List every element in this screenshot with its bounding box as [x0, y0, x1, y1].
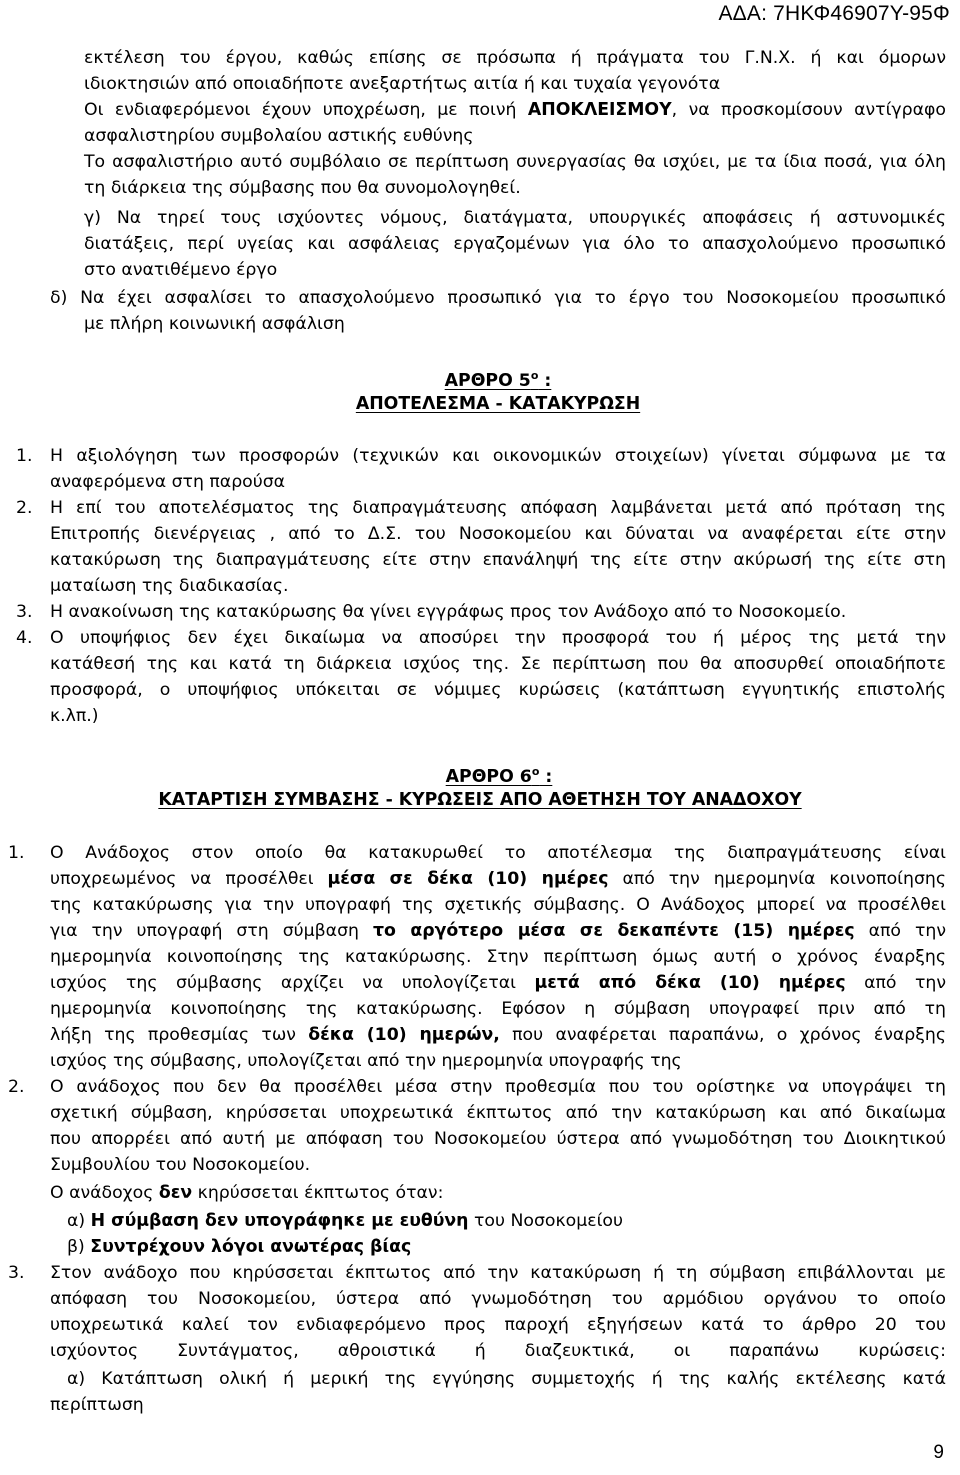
article-6-item-line: υποχρεωτικά καλεί τον ενδιαφερόμενο προς παροχή εξηγήσεων κατά το άρθρο 20 του: [50, 1315, 946, 1335]
article-5-item-line: ματαίωση της διαδικασίας.: [50, 576, 289, 596]
article-6-item-line: που απορρέει από αυτή με απόφαση του Νοσοκομείου ύστερα από γνωμοδότηση του Διοικητικού: [50, 1129, 946, 1149]
article-6-item-line: περίπτωση: [50, 1395, 144, 1415]
article-6-item-line: ισχύος της σύμβασης αρχίζει να υπολογίζεται μετά από δέκα (10) ημέρες από την: [50, 973, 947, 993]
intro-line: ιδιοκτησιών από οποιαδήποτε ανεξαρτήτως αιτία ή και τυχαία γεγονότα: [84, 74, 721, 94]
article-6-item-line: σχετική σύμβαση, κηρύσσεται υποχρεωτικά έκπτωτος από την κατακύρωση και από δικαίωμα: [50, 1103, 946, 1123]
article-6-item-line: Συμβουλίου του Νοσοκομείου.: [50, 1155, 311, 1175]
article-6-item-line: για την υπογραφή στη σύμβαση το αργότερο μέσα σε δεκαπέντε (15) ημέρες από την: [50, 921, 946, 941]
article-5-item-line: αναφερόμενα στη παρούσα: [50, 472, 286, 492]
intro-line: εκτέλεση του έργου, καθώς επίσης σε πρόσωπα ή πράγματα του Γ.Ν.Χ. ή και όμορων: [84, 48, 946, 68]
article-6-item-line: απόφαση του Νοσοκομείου, ύστερα από γνωμοδότηση του αρμόδιου οργάνου το οποίο: [50, 1289, 946, 1309]
article-6-subitem: α) Η σύμβαση δεν υπογράφηκε με ευθύνη του Νοσοκομείου: [67, 1211, 623, 1231]
article-6-item-line: Ο ανάδοχος δεν κηρύσσεται έκπτωτος όταν:: [50, 1183, 444, 1203]
article-6-item-line: υποχρεωμένος να προσέλθει μέσα σε δέκα (10) ημέρες από την ημερομηνία κοινοποίησης: [50, 869, 946, 889]
article-6-item-line: λήξη της προθεσμίας των δέκα (10) ημερών, που αναφέρεται παραπάνω, ο χρόνος έναρξης: [50, 1025, 946, 1045]
obligation-d-line: δ) Να έχει ασφαλίσει το απασχολούμενο προσωπικό για το έργο του Νοσοκομείου προσωπικό: [50, 288, 946, 308]
list-number: 1.: [16, 446, 33, 466]
intro-line: τη διάρκεια της σύμβασης που θα συνομολογηθεί.: [84, 178, 521, 198]
article-6-subitem: β) Συντρέχουν λόγοι ανωτέρας βίας: [67, 1237, 412, 1257]
article-5-item-line: Η επί του αποτελέσματος της διαπραγμάτευσης απόφαση λαμβάνεται μετά από πρόταση της: [50, 498, 946, 518]
article-5-item-line: κατάθεσή της και κατά τη διάρκεια ισχύος της. Σε περίπτωση που θα αποσυρθεί οποιαδήποτε: [50, 654, 946, 674]
obligation-g-line: διατάξεις, περί υγείας και ασφάλειας εργαζομένων για όλο το απασχολούμενο προσωπικό: [84, 234, 946, 254]
article-6-item-line: της κατακύρωσης για την υπογραφή της σχετικής σύμβασης. Ο Ανάδοχος μπορεί να προσέλθει: [50, 895, 946, 915]
list-number: 2.: [16, 498, 33, 518]
ada-code: ΑΔΑ: 7ΗΚΦ46907Υ-95Φ: [718, 2, 950, 25]
list-number: 3.: [8, 1263, 25, 1283]
article-6-item-line: Ο Ανάδοχος στον οποίο θα κατακυρωθεί το αποτέλεσμα της διαπραγμάτευσης είναι: [50, 843, 946, 863]
article-6-item-line: ημερομηνία κοινοποίησης της κατακύρωσης. Στην περίπτωση όμως αυτή ο χρόνος έναρξης: [50, 947, 946, 967]
article-5-item-line: Η ανακοίνωση της κατακύρωσης θα γίνει εγγράφως προς τον Ανάδοχο από το Νοσοκομείο.: [50, 602, 847, 622]
obligation-g-line: στο ανατιθέμενο έργο: [84, 260, 278, 280]
obligation-g-line: γ) Να τηρεί τους ισχύοντες νόμους, διατάγματα, υπουργικές αποφάσεις ή αστυνομικές: [84, 208, 946, 228]
page-number: 9: [933, 1442, 944, 1463]
article-5-subtitle: ΑΠΟΤΕΛΕΣΜΑ - ΚΑΤΑΚΥΡΩΣΗ: [355, 394, 641, 414]
article-5-item-line: κατακύρωση της διαπραγμάτευσης είτε στην επανάληψή της είτε στην ακύρωσή της είτε στη: [50, 550, 946, 570]
article-6-item-line: Ο ανάδοχος που δεν θα προσέλθει μέσα στην προθεσμία που του ορίστηκε να υπογράψει τη: [50, 1077, 946, 1097]
article-6-item-line: Στον ανάδοχο που κηρύσσεται έκπτωτος από την κατακύρωση ή τη σύμβαση επιβάλλονται με: [50, 1263, 946, 1283]
article-6-subtitle: ΚΑΤΑΡΤΙΣΗ ΣΥΜΒΑΣΗΣ - ΚΥΡΩΣΕΙΣ ΑΠΟ ΑΘΕΤΗΣΗ ΤΟΥ ΑΝΑΔΟΧΟΥ: [158, 790, 802, 810]
article-6-item-line: ισχύος της σύμβασης, υπολογίζεται από την ημερομηνία υπογραφής της: [50, 1051, 682, 1071]
article-5-heading: ΑΡΘΡΟ $5^o$ :: [444, 369, 552, 391]
list-number: 2.: [8, 1077, 25, 1097]
list-number: 4.: [16, 628, 33, 648]
article-6-heading: ΑΡΘΡΟ $6^o$ :: [445, 765, 553, 787]
article-5-item-line: προσφορά, ο υποψήφιος υπόκειται σε νόμιμες κυρώσεις (κατάπτωση εγγυητικής επιστολής: [50, 680, 946, 700]
article-5-item-line: Η αξιολόγηση των προσφορών (τεχνικών και οικονομικών στοιχείων) γίνεται σύμφωνα με τα: [50, 446, 946, 466]
list-number: 3.: [16, 602, 33, 622]
obligation-d-line: με πλήρη κοινωνική ασφάλιση: [84, 314, 345, 334]
list-number: 1.: [8, 843, 25, 863]
intro-line: ασφαλιστηρίου συμβολαίου αστικής ευθύνης: [84, 126, 474, 146]
exclusion-emphasis: ΑΠΟΚΛΕΙΣΜΟΥ: [527, 100, 672, 120]
article-6-item-line: ημερομηνία κοινοποίησης της κατακύρωσης. Εφόσον η σύμβαση υπογραφεί πριν από τη: [50, 999, 946, 1019]
article-6-item-line: ισχύοντος Συντάγματος, αθροιστικά ή διαζευκτικά, οι παραπάνω κυρώσεις:: [50, 1341, 946, 1361]
article-5-item-line: Ο υποψήφιος δεν έχει δικαίωμα να αποσύρει την προσφορά του ή μέρος της μετά την: [50, 628, 946, 648]
intro-line: Το ασφαλιστήριο αυτό συμβόλαιο σε περίπτωση συνεργασίας θα ισχύει, με τα ίδια ποσά, για όλη: [84, 152, 946, 172]
article-5-item-line: Επιτροπής διενέργειας , από το Δ.Σ. του Νοσοκομείου και δύναται να αναφέρεται είτε στην: [50, 524, 946, 544]
article-5-item-line: κ.λπ.): [50, 706, 99, 726]
intro-line: Οι ενδιαφερόμενοι έχουν υποχρέωση, με ποινή ΑΠΟΚΛΕΙΣΜΟΥ, να προσκομίσουν αντίγραφο: [84, 100, 946, 120]
article-6-subitem: α) Κατάπτωση ολική ή μερική της εγγύησης συμμετοχής ή της καλής εκτέλεσης κατά: [67, 1369, 946, 1389]
